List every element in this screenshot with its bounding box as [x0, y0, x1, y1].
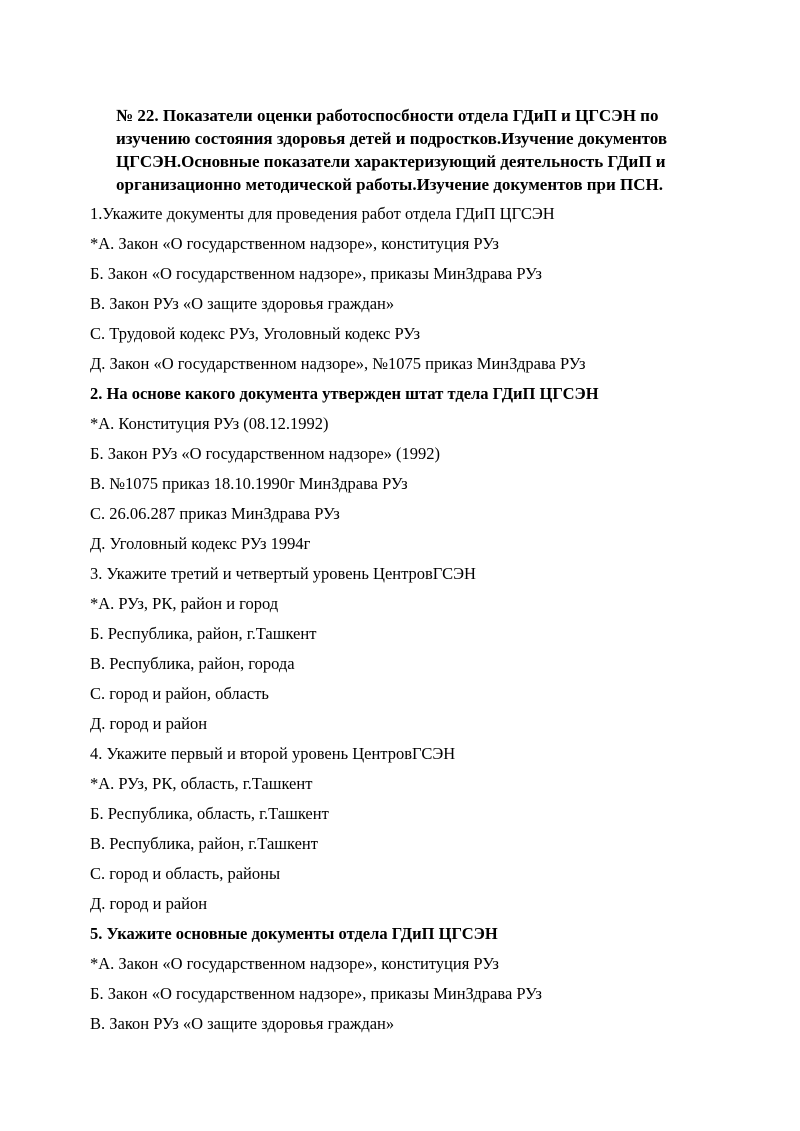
q4-option-a: *А. РУз, РК, область, г.Ташкент [90, 774, 313, 793]
question-1-text: 1.Укажите документы для проведения работ отдела ГДиП ЦГСЭН [90, 204, 555, 223]
q1-option-v: В. Закон РУз «О защите здоровья граждан» [90, 294, 395, 313]
q4-option-v: В. Республика, район, г.Ташкент [90, 834, 318, 853]
q2-option-b: Б. Закон РУз «О государственном надзоре» (1992) [90, 444, 441, 463]
q3-option-d: Д. город и район [90, 714, 208, 733]
question-block-5 [90, 922, 716, 1035]
q2-option-v: В. №1075 приказ 18.10.1990г МинЗдрава РУз [90, 474, 408, 493]
q5-option-b: Б. Закон «О государственном надзоре», приказы МинЗдрава РУз [90, 984, 542, 1003]
document-title: № 22. Показатели оценки работоспосбности отдела ГДиП и ЦГСЭН по изучению состояния здоровья детей и подростков.Изучение документов ЦГСЭН.Основные показатели характеризующий деятельность ГДиП и организационно методической работы.Изучение документов при ПСН. [116, 106, 668, 194]
q3-option-v: В. Республика, район, города [90, 654, 295, 673]
q3-option-b: Б. Республика, район, г.Ташкент [90, 624, 317, 643]
question-5-text: 5. Укажите основные документы отдела ГДиП ЦГСЭН [90, 924, 498, 943]
question-block-2 [90, 382, 716, 555]
q1-option-b: Б. Закон «О государственном надзоре», приказы МинЗдрава РУз [90, 264, 542, 283]
q2-option-d: Д. Уголовный кодекс РУз 1994г [90, 534, 311, 553]
q1-option-s: С. Трудовой кодекс РУз, Уголовный кодекс РУз [90, 324, 420, 343]
q3-option-s: С. город и район, область [90, 684, 269, 703]
q4-option-d: Д. город и район [90, 894, 208, 913]
q4-option-s: С. город и область, районы [90, 864, 281, 883]
question-4-text: 4. Укажите первый и второй уровень ЦентровГСЭН [90, 744, 456, 763]
q3-option-a: *А. РУз, РК, район и город [90, 594, 279, 613]
q5-option-a: *А. Закон «О государственном надзоре», конституция РУз [90, 954, 499, 973]
q5-option-v: В. Закон РУз «О защите здоровья граждан» [90, 1014, 395, 1033]
question-block-1 [90, 202, 716, 375]
q2-option-a: *А. Конституция РУз (08.12.1992) [90, 414, 329, 433]
question-3-text: 3. Укажите третий и четвертый уровень ЦентровГСЭН [90, 564, 476, 583]
q4-option-b: Б. Республика, область, г.Ташкент [90, 804, 329, 823]
question-block-4 [90, 742, 716, 915]
q1-option-d: Д. Закон «О государственном надзоре», №1075 приказ МинЗдрава РУз [90, 354, 586, 373]
q2-option-s: С. 26.06.287 приказ МинЗдрава РУз [90, 504, 340, 523]
question-2-text: 2. На основе какого документа утвержден штат тдела ГДиП ЦГСЭН [90, 384, 599, 403]
question-block-3 [90, 562, 716, 735]
q1-option-a: *А. Закон «О государственном надзоре», конституция РУз [90, 234, 499, 253]
